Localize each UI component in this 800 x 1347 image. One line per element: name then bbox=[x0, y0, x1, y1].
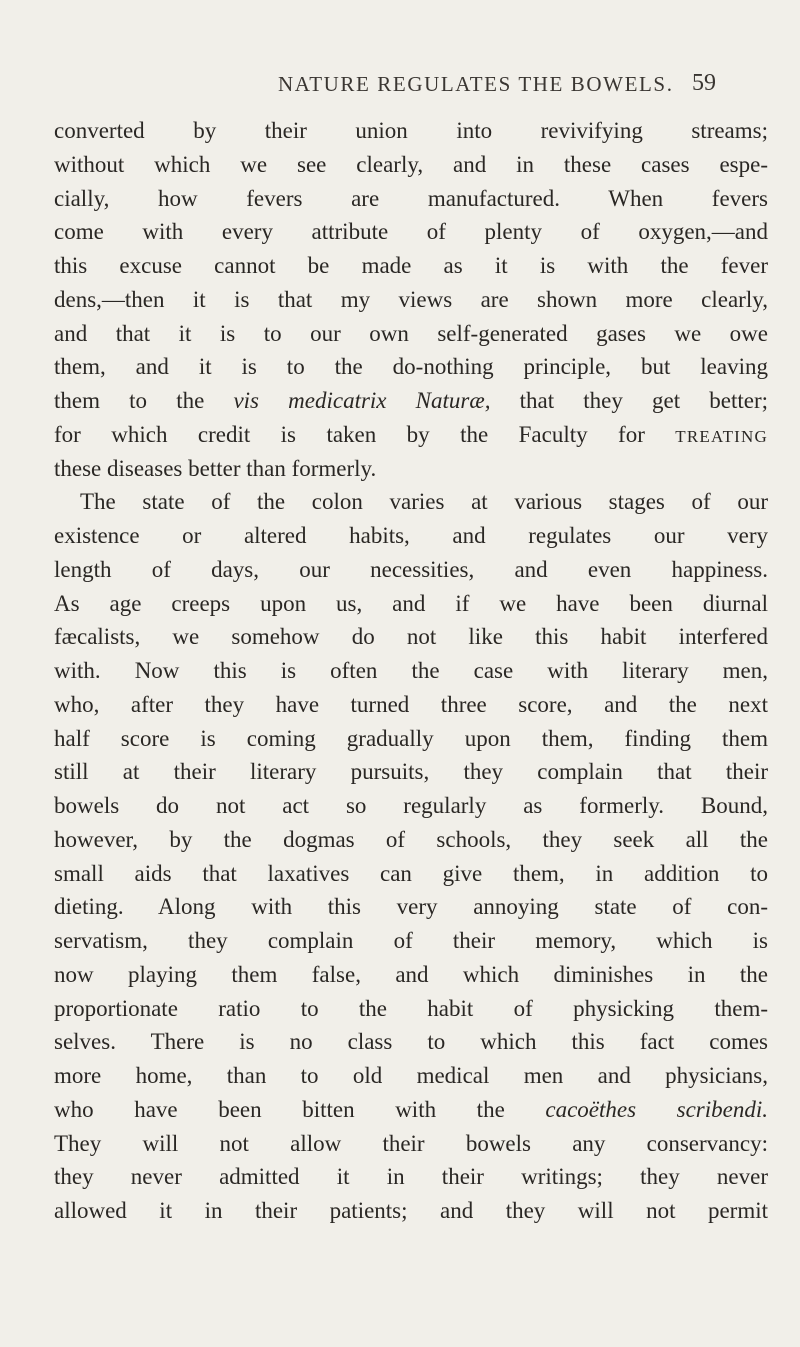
text-line: existence or altered habits, and regulates our very bbox=[54, 523, 768, 548]
text-line: however, by the dogmas of schools, they seek all the bbox=[54, 826, 768, 852]
text-line: bowels do not act so regularly as formerly. Bound, bbox=[54, 793, 768, 818]
text-line bbox=[54, 1093, 768, 1127]
text-line: these diseases better than formerly. bbox=[54, 455, 377, 481]
text-line: still at their literary pursuits, they complain that their bbox=[54, 759, 768, 785]
text-run: who have been bitten with the bbox=[54, 1096, 546, 1122]
text-line bbox=[54, 418, 768, 452]
text-line: them, and it is to the do-nothing principle, but leaving bbox=[54, 354, 768, 380]
paragraph-1 bbox=[54, 114, 768, 485]
text-run: them to the bbox=[54, 388, 234, 413]
text-line: length of days, our necessities, and even happiness. bbox=[54, 556, 768, 582]
text-line: they never admitted it in their writings; they never bbox=[54, 1164, 768, 1190]
text-line: servatism, they complain of their memory, which is bbox=[54, 928, 768, 953]
paragraph-2 bbox=[54, 485, 768, 1228]
text-line: more home, than to old medical men and physicians, bbox=[54, 1063, 768, 1088]
text-line: fæcalists, we somehow do not like this habit interfered bbox=[54, 624, 768, 650]
text-line: dens,—then it is that my views are shown more clearly, bbox=[54, 286, 768, 312]
text-line: who, after they have turned three score, and the next bbox=[54, 691, 768, 717]
text-line: cially, how fevers are manufactured. When fevers bbox=[54, 185, 768, 211]
text-line: now playing them false, and which diminishes in the bbox=[54, 961, 768, 987]
text-line: As age creeps upon us, and if we have been diurnal bbox=[54, 590, 768, 616]
text-run: that they get better; bbox=[490, 388, 768, 413]
text-line: allowed it in their patients; and they will not permit bbox=[54, 1198, 768, 1223]
text-line: without which we see clearly, and in these cases espe- bbox=[54, 151, 768, 177]
text-line: proportionate ratio to the habit of physicking them- bbox=[54, 995, 768, 1021]
text-line: and that it is to our own self-generated gases we owe bbox=[54, 320, 768, 346]
text-line: converted by their union into revivifying streams; bbox=[54, 118, 768, 143]
italic-phrase: cacoëthes scribendi. bbox=[545, 1096, 768, 1122]
text-line: dieting. Along with this very annoying state of con- bbox=[54, 894, 768, 920]
text-line: selves. There is no class to which this fact comes bbox=[54, 1029, 768, 1055]
text-line: this excuse cannot be made as it is with the fever bbox=[54, 253, 768, 278]
small-caps-word: TREATING bbox=[675, 426, 768, 446]
text-line: They will not allow their bowels any conservancy: bbox=[54, 1130, 768, 1156]
text-line bbox=[54, 384, 768, 418]
text-line: small aids that laxatives can give them, in addition to bbox=[54, 860, 768, 886]
text-line: come with every attribute of plenty of oxygen,—and bbox=[54, 219, 768, 245]
page-number: 59 bbox=[692, 70, 716, 96]
text-line: with. Now this is often the case with literary men, bbox=[54, 658, 768, 683]
text-run: for which credit is taken by the Faculty for bbox=[54, 421, 676, 447]
running-head-title: NATURE REGULATES THE BOWELS. bbox=[278, 72, 674, 96]
italic-phrase: vis medicatrix Naturæ, bbox=[233, 388, 491, 413]
text-line: half score is coming gradually upon them, finding them bbox=[54, 725, 768, 751]
body-text bbox=[54, 114, 768, 1228]
text-line: The state of the colon varies at various stages of our bbox=[80, 489, 768, 515]
